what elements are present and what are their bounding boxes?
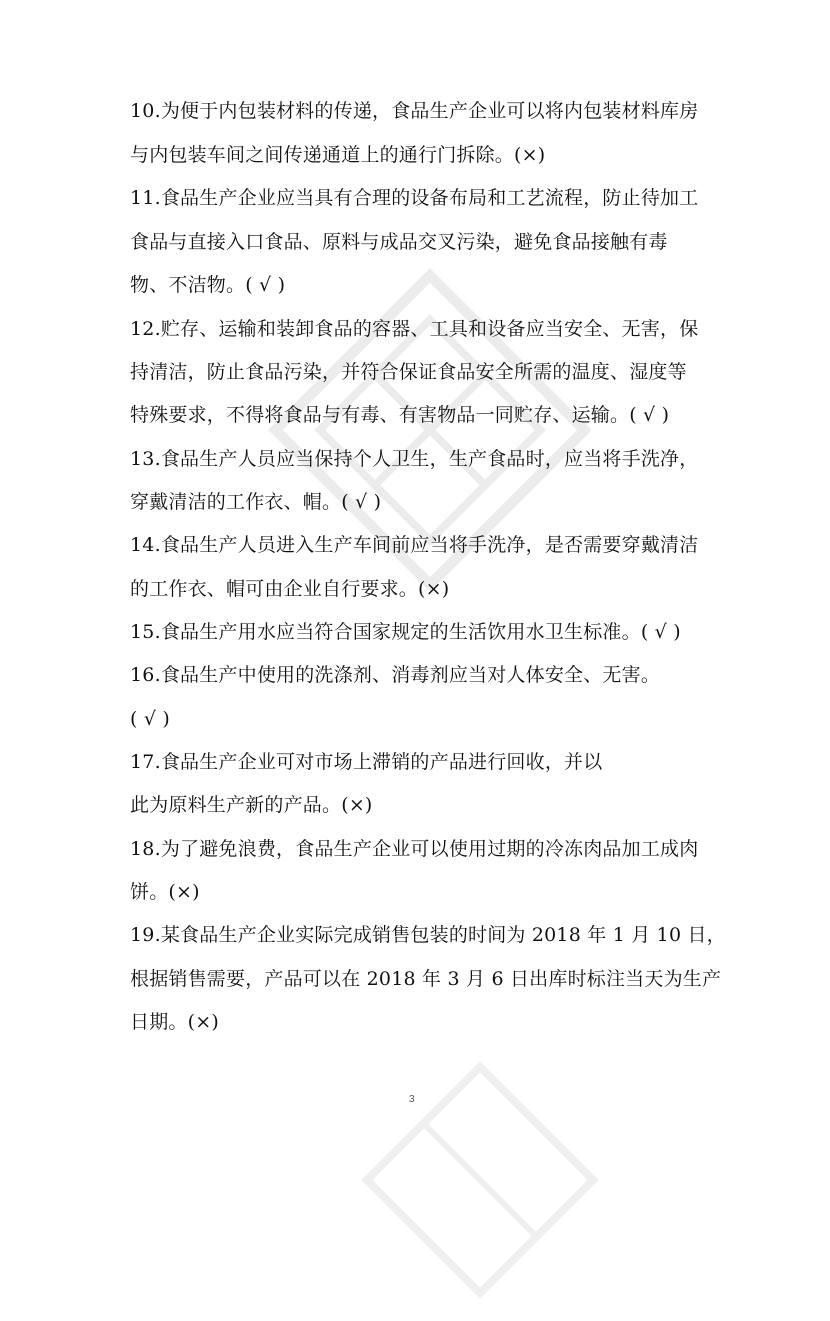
question-14-line-2: 的工作衣、帽可由企业自行要求。(×) — [130, 578, 450, 600]
question-15-line-1: 15.食品生产用水应当符合国家规定的生活饮用水卫生标准。( √ ) — [130, 621, 681, 643]
question-19-line-2: 根据销售需要，产品可以在 2018 年 3 月 6 日出库时标注当天为生产 — [130, 968, 722, 990]
question-11-line-3: 物、不洁物。( √ ) — [130, 274, 286, 296]
question-13-line-1: 13.食品生产人员应当保持个人卫生，生产食品时，应当将手洗净， — [130, 448, 699, 470]
question-12-line-2: 持清洁，防止食品污染，并符合保证食品安全所需的温度、湿度等 — [130, 361, 687, 383]
question-18-line-1: 18.为了避免浪费，食品生产企业可以使用过期的冷冻肉品加工成肉 — [130, 838, 699, 860]
question-10-line-1: 10.为便于内包装材料的传递，食品生产企业可以将内包装材料库房 — [130, 100, 699, 122]
question-17-line-2: 此为原料生产新的产品。(×) — [130, 794, 373, 816]
question-11-line-2: 食品与直接入口食品、原料与成品交叉污染，避免食品接触有毒 — [130, 231, 668, 253]
question-19-line-1: 19.某食品生产企业实际完成销售包装的时间为 2018 年 1 月 10 日， — [130, 924, 726, 946]
question-13-line-2: 穿戴清洁的工作衣、帽。( √ ) — [130, 491, 382, 513]
question-11-line-1: 11.食品生产企业应当具有合理的设备布局和工艺流程，防止待加工 — [130, 187, 699, 209]
question-10-line-2: 与内包装车间之间传递通道上的通行门拆除。(×) — [130, 144, 546, 166]
question-18-line-2: 饼。(×) — [130, 881, 200, 903]
question-16-line-1: 16.食品生产中使用的洗涤剂、消毒剂应当对人体安全、无害。 — [130, 664, 661, 686]
question-16-line-2: ( √ ) — [130, 708, 171, 730]
question-17-line-1: 17.食品生产企业可对市场上滞销的产品进行回收，并以 — [130, 751, 603, 773]
question-12-line-1: 12.贮存、运输和装卸食品的容器、工具和设备应当安全、无害，保 — [130, 318, 699, 340]
question-14-line-1: 14.食品生产人员进入生产车间前应当将手洗净，是否需要穿戴清洁 — [130, 534, 699, 556]
watermark-stamp-icon — [246, 246, 614, 614]
question-12-line-3: 特殊要求，不得将食品与有毒、有害物品一同贮存、运输。( √ ) — [130, 404, 670, 426]
question-19-line-3: 日期。(×) — [130, 1011, 219, 1033]
watermark-stamp-bottom-icon — [339, 1039, 622, 1321]
page-number: 3 — [409, 1094, 415, 1105]
